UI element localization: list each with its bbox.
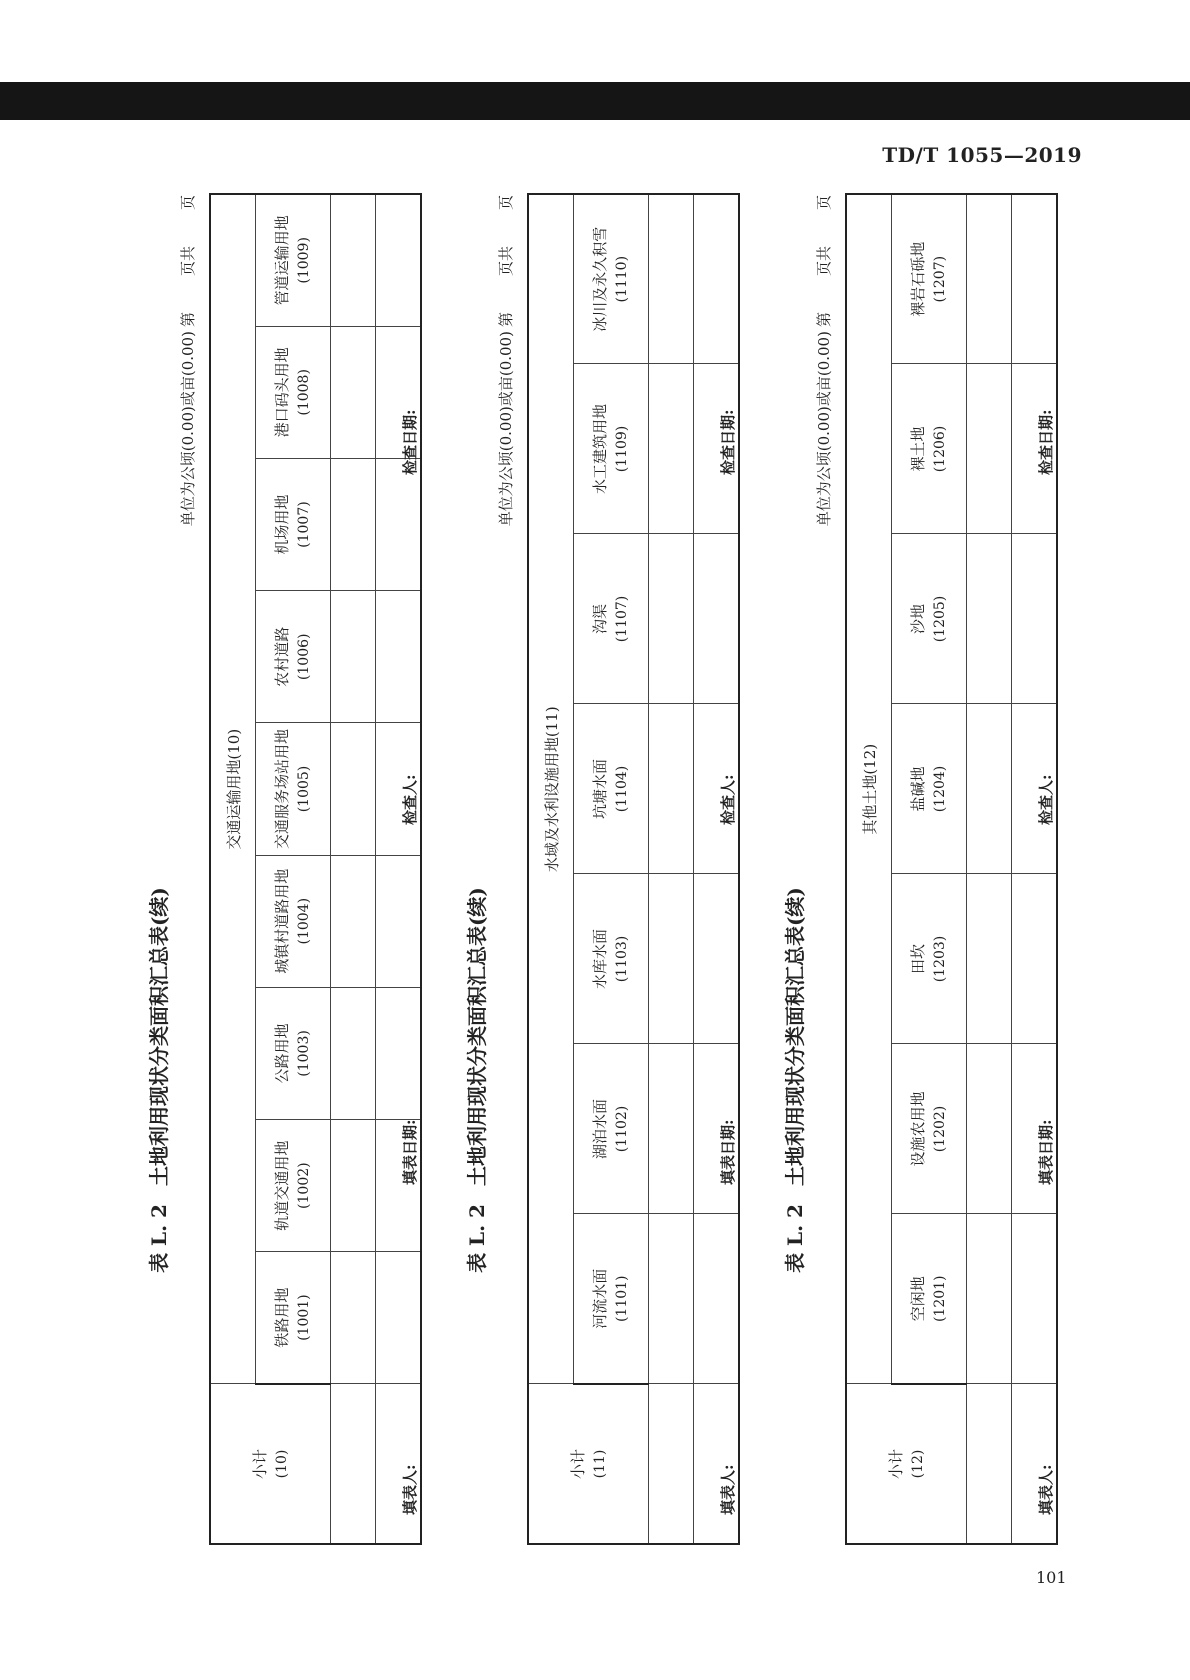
empty-data-cell[interactable]: [331, 855, 376, 987]
empty-data-cell[interactable]: [376, 591, 422, 723]
filler-label: 填表人:: [1037, 1464, 1055, 1515]
table-title: [461, 615, 490, 1545]
category-code: (1201): [932, 1275, 948, 1323]
group-header-cell: 交通运输用地(10): [210, 194, 256, 1384]
category-code: (1006): [296, 633, 312, 681]
category-name: 冰川及永久积雪: [591, 226, 609, 332]
empty-data-cell[interactable]: [331, 591, 376, 723]
category-header-cell: [892, 194, 967, 364]
category-name: 城镇村道路用地: [273, 868, 291, 974]
table-row: [967, 194, 1012, 1544]
category-name: 田坎: [909, 944, 927, 975]
empty-data-cell[interactable]: [1012, 874, 1058, 1044]
empty-data-cell[interactable]: [331, 1384, 376, 1544]
empty-data-cell[interactable]: [649, 704, 694, 874]
category-header-cell: [256, 1120, 331, 1252]
category-code: (1206): [932, 425, 948, 473]
empty-data-cell[interactable]: [967, 874, 1012, 1044]
empty-data-cell[interactable]: [1012, 194, 1058, 364]
category-code: (1102): [614, 1105, 630, 1153]
check-date-label: 检查日期:: [401, 409, 419, 475]
empty-data-cell[interactable]: [967, 1214, 1012, 1384]
unit-text: 单位为公顷(0.00)或亩(0.00): [497, 331, 515, 527]
category-header-cell: [574, 874, 649, 1044]
subtotal-code: (11): [591, 1449, 608, 1479]
category-code: (1103): [614, 935, 630, 983]
check-date-label: 检查日期:: [719, 409, 737, 475]
group-header-cell: 水域及水利设施用地(11): [528, 194, 574, 1384]
empty-data-cell[interactable]: [649, 364, 694, 534]
subtotal-header-cell: [210, 1384, 331, 1544]
table-title: [779, 615, 808, 1545]
category-header-cell: [256, 723, 331, 855]
table-row: [649, 194, 694, 1544]
top-black-bar: [0, 82, 1190, 120]
category-code: (1004): [296, 897, 312, 945]
category-code: (1005): [296, 765, 312, 813]
empty-data-cell[interactable]: [649, 874, 694, 1044]
table-number: 表 L. 2: [783, 1204, 807, 1273]
empty-data-cell[interactable]: [967, 1384, 1012, 1544]
table-title: [143, 615, 172, 1545]
table-row: [1012, 194, 1058, 1544]
empty-data-cell[interactable]: [376, 855, 422, 987]
fill-date-label: 填表日期:: [1037, 1119, 1055, 1185]
unit-and-page-line: [495, 195, 516, 530]
category-name: 裸土地: [909, 426, 927, 472]
subtotal-name: 小计: [886, 1449, 905, 1480]
category-name: 港口码头用地: [273, 347, 291, 438]
category-header-cell: [256, 194, 331, 326]
page-label-di: 第: [815, 312, 833, 328]
empty-data-cell[interactable]: [694, 1214, 740, 1384]
category-code: (1107): [614, 595, 630, 643]
fill-date-label: 填表日期:: [401, 1119, 419, 1185]
category-header-cell: [256, 591, 331, 723]
category-name: 坑塘水面: [591, 759, 609, 820]
filler-label: 填表人:: [719, 1464, 737, 1515]
table-number: 表 L. 2: [465, 1204, 489, 1273]
category-header-cell: [892, 364, 967, 534]
unit-and-page-line: [813, 195, 834, 530]
category-code: (1104): [614, 765, 630, 813]
rotated-table-block: [137, 185, 437, 1545]
summary-table: [209, 193, 422, 1545]
category-code: (1008): [296, 369, 312, 416]
empty-data-cell[interactable]: [967, 364, 1012, 534]
category-code: (1204): [932, 765, 948, 813]
empty-data-cell[interactable]: [967, 1044, 1012, 1214]
page-label-ye: 页: [815, 195, 833, 211]
category-code: (1110): [614, 255, 630, 303]
category-name: 湖泊水面: [591, 1099, 609, 1160]
category-header-cell: [574, 534, 649, 704]
empty-data-cell[interactable]: [376, 194, 422, 326]
group-header-cell: 其他土地(12): [846, 194, 892, 1384]
empty-data-cell[interactable]: [376, 1252, 422, 1384]
checker-label: 检查人:: [401, 774, 419, 825]
category-header-cell: [574, 194, 649, 364]
category-name: 轨道交通用地: [273, 1140, 291, 1231]
category-header-cell: [256, 987, 331, 1119]
category-header-cell: [256, 855, 331, 987]
empty-data-cell[interactable]: [967, 194, 1012, 364]
page-label-ye-gong: 页共: [815, 246, 833, 277]
category-code: (1205): [932, 595, 948, 643]
empty-data-cell[interactable]: [967, 534, 1012, 704]
category-name: 水工建筑用地: [591, 404, 609, 495]
category-header-cell: [256, 326, 331, 458]
unit-and-page-line: [177, 195, 198, 530]
empty-data-cell[interactable]: [649, 534, 694, 704]
unit-text: 单位为公顷(0.00)或亩(0.00): [815, 331, 833, 527]
category-name: 公路用地: [273, 1023, 291, 1084]
standard-code: TD/T 1055—2019: [882, 143, 1082, 167]
category-header-cell: [574, 1214, 649, 1384]
table-title-text: 土地利用现状分类面积汇总表(续): [783, 887, 807, 1187]
subtotal-header-cell: [846, 1384, 967, 1544]
summary-table: [845, 193, 1058, 1545]
category-name: 裸岩石砾地: [909, 241, 927, 317]
category-header-cell: [574, 704, 649, 874]
category-code: (1101): [614, 1275, 630, 1323]
empty-data-cell[interactable]: [694, 194, 740, 364]
filler-label: 填表人:: [401, 1464, 419, 1515]
empty-data-cell[interactable]: [331, 723, 376, 855]
category-code: (1009): [296, 237, 312, 284]
category-name: 设施农用地: [909, 1091, 927, 1167]
page-number: 101: [1036, 1568, 1067, 1587]
category-code: (1007): [296, 501, 312, 548]
page-label-ye: 页: [497, 195, 515, 211]
empty-data-cell[interactable]: [331, 987, 376, 1119]
summary-table: [527, 193, 740, 1545]
empty-data-cell[interactable]: [376, 987, 422, 1119]
category-header-cell: [892, 534, 967, 704]
empty-data-cell[interactable]: [649, 1384, 694, 1544]
fill-date-label: 填表日期:: [719, 1119, 737, 1185]
category-name: 管道运输用地: [273, 215, 291, 306]
category-name: 空闲地: [909, 1276, 927, 1322]
category-name: 交通服务场站用地: [273, 729, 291, 850]
table-row: [376, 194, 422, 1544]
subtotal-code: (12): [909, 1449, 926, 1479]
category-header-cell: [574, 364, 649, 534]
category-header-cell: [256, 1252, 331, 1384]
empty-data-cell[interactable]: [331, 1252, 376, 1384]
table-number: 表 L. 2: [147, 1204, 171, 1273]
checker-label: 检查人:: [1037, 774, 1055, 825]
empty-data-cell[interactable]: [649, 1044, 694, 1214]
check-date-label: 检查日期:: [1037, 409, 1055, 475]
page-label-ye: 页: [179, 195, 197, 211]
table-title-text: 土地利用现状分类面积汇总表(续): [465, 887, 489, 1187]
category-name: 机场用地: [273, 494, 291, 555]
category-header-cell: [892, 1214, 967, 1384]
table-section-transport: [137, 185, 437, 1545]
page-label-ye-gong: 页共: [179, 246, 197, 277]
category-code: (1109): [614, 425, 630, 473]
category-name: 水库水面: [591, 929, 609, 990]
subtotal-code: (10): [273, 1449, 290, 1479]
empty-data-cell[interactable]: [331, 458, 376, 590]
category-code: (1003): [296, 1030, 312, 1077]
empty-data-cell[interactable]: [331, 194, 376, 326]
empty-data-cell[interactable]: [331, 326, 376, 458]
subtotal-name: 小计: [250, 1449, 269, 1480]
empty-data-cell[interactable]: [649, 1214, 694, 1384]
table-title-text: 土地利用现状分类面积汇总表(续): [147, 887, 171, 1187]
empty-data-cell[interactable]: [649, 194, 694, 364]
category-name: 农村道路: [273, 626, 291, 687]
empty-data-cell[interactable]: [967, 704, 1012, 874]
empty-data-cell[interactable]: [694, 534, 740, 704]
category-name: 沙地: [909, 604, 927, 635]
table-section-other-land: [773, 185, 1073, 1545]
table-row: [331, 194, 376, 1544]
unit-text: 单位为公顷(0.00)或亩(0.00): [179, 331, 197, 527]
checker-label: 检查人:: [719, 774, 737, 825]
category-header-cell: [256, 458, 331, 590]
page-label-ye-gong: 页共: [497, 246, 515, 277]
subtotal-header-cell: [528, 1384, 649, 1544]
empty-data-cell[interactable]: [694, 874, 740, 1044]
page-label-di: 第: [179, 312, 197, 328]
category-header-cell: [892, 704, 967, 874]
rotated-table-block: [773, 185, 1073, 1545]
category-code: (1202): [932, 1105, 948, 1153]
empty-data-cell[interactable]: [1012, 534, 1058, 704]
category-code: (1207): [932, 255, 948, 303]
table-row: [694, 194, 740, 1544]
empty-data-cell[interactable]: [1012, 1214, 1058, 1384]
category-name: 盐碱地: [909, 766, 927, 812]
table-section-water: [455, 185, 755, 1545]
empty-data-cell[interactable]: [376, 458, 422, 590]
rotated-table-block: [455, 185, 755, 1545]
category-name: 沟渠: [591, 604, 609, 635]
category-header-cell: [892, 1044, 967, 1214]
category-code: (1001): [296, 1294, 312, 1341]
subtotal-name: 小计: [568, 1449, 587, 1480]
category-header-cell: [574, 1044, 649, 1214]
category-name: 铁路用地: [273, 1287, 291, 1348]
empty-data-cell[interactable]: [331, 1120, 376, 1252]
category-code: (1002): [296, 1162, 312, 1209]
category-code: (1203): [932, 935, 948, 983]
category-header-cell: [892, 874, 967, 1044]
category-name: 河流水面: [591, 1268, 609, 1329]
page-label-di: 第: [497, 312, 515, 328]
